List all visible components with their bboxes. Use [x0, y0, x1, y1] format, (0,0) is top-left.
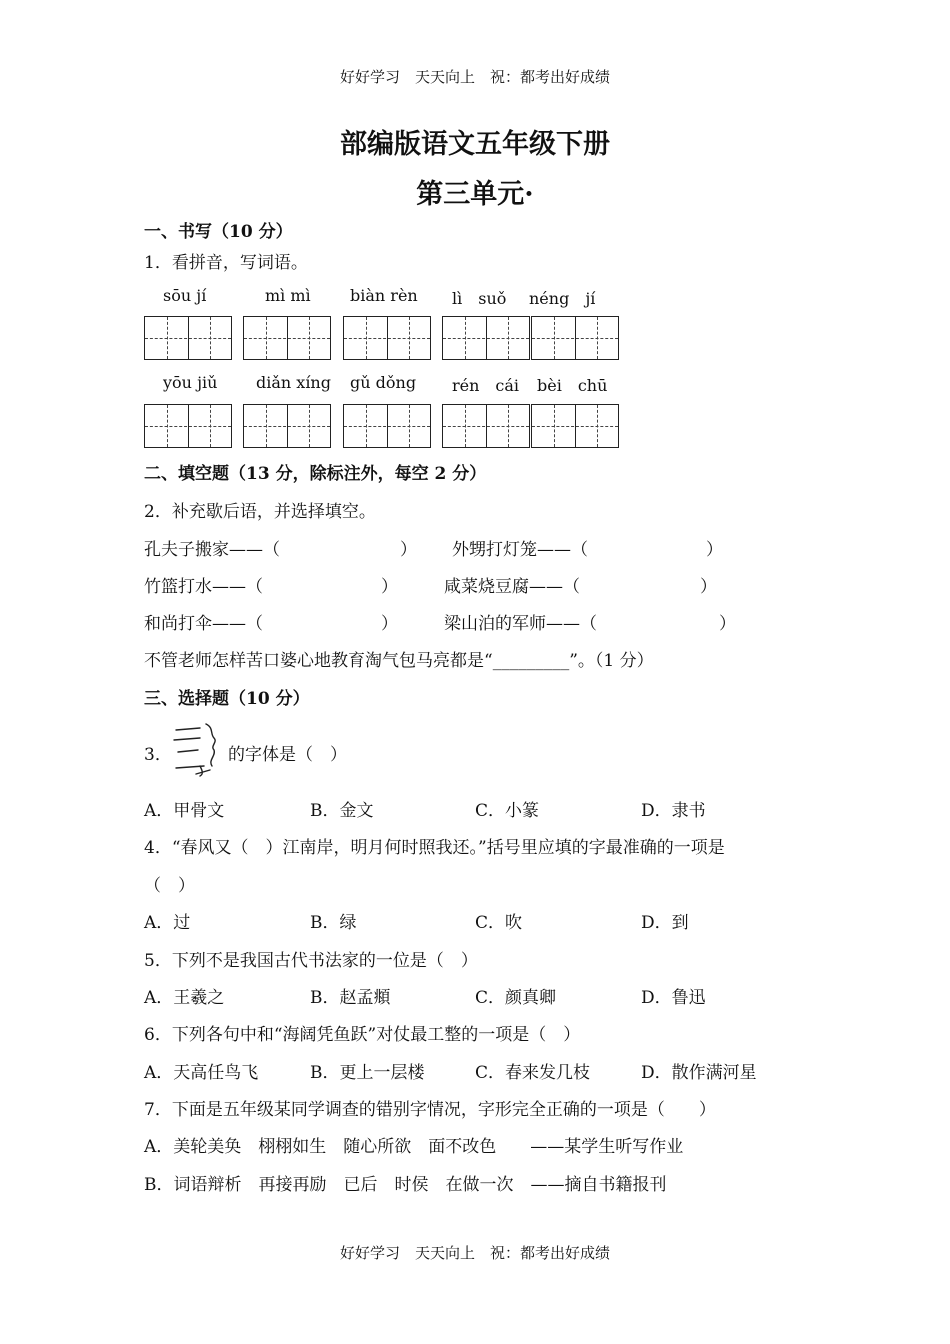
q6-option-a[interactable]: A．天高任鸟飞 — [144, 1063, 259, 1083]
q5-option-c[interactable]: C．颜真卿 — [475, 988, 557, 1008]
section-2-heading: 二、填空题（13 分，除标注外，每空 2 分） — [144, 464, 487, 484]
q4-option-b[interactable]: B．绿 — [310, 913, 357, 933]
writing-grid[interactable] — [343, 404, 431, 448]
question-4-line2: （ ） — [144, 876, 195, 896]
question-3-prefix: 3． — [144, 745, 172, 765]
xiehouyu-right-2-close: ） — [700, 577, 717, 597]
question-4-line1: 4．“春风又（ ）江南岸，明月何时照我还。”括号里应填的字最准确的一项是 — [144, 838, 725, 858]
xiehouyu-left-2-close: ） — [381, 577, 398, 597]
q3-option-d[interactable]: D．隶书 — [641, 801, 706, 821]
question-7: 7．下面是五年级某同学调查的错别字情况，字形完全正确的一项是（ ） — [144, 1100, 716, 1120]
xiehouyu-right-1: 外甥打灯笼——（ — [452, 540, 588, 560]
pinyin-1-4: lì suǒ — [452, 289, 507, 308]
pinyin-1-5: néng jí — [529, 289, 596, 308]
q7-option-a[interactable]: A．美轮美奂 栩栩如生 随心所欲 面不改色 ——某学生听写作业 — [144, 1137, 684, 1157]
xiehouyu-right-3-close: ） — [719, 614, 736, 634]
q3-option-a[interactable]: A．甲骨文 — [144, 801, 225, 821]
question-2: 2．补充歇后语，并选择填空。 — [144, 502, 376, 522]
xiehouyu-left-2: 竹篮打水——（ — [144, 577, 263, 597]
page-title: 部编版语文五年级下册 — [340, 129, 610, 160]
section-3-heading: 三、选择题（10 分） — [144, 689, 310, 709]
question-6: 6．下列各句中和“海阔凭鱼跃”对仗最工整的一项是（ ） — [144, 1025, 581, 1045]
pinyin-2-4: rén cái — [452, 376, 520, 395]
page-header: 好好学习 天天向上 祝：都考出好成绩 — [339, 68, 610, 86]
pinyin-1-2: mì mì — [265, 286, 311, 305]
pinyin-2-5: bèi chū — [537, 376, 608, 395]
pinyin-2-3: gǔ dǒng — [350, 373, 417, 392]
question-5: 5．下列不是我国古代书法家的一位是（ ） — [144, 951, 478, 971]
q5-option-d[interactable]: D．鲁迅 — [641, 988, 706, 1008]
writing-grid[interactable] — [531, 404, 619, 448]
page-footer: 好好学习 天天向上 祝：都考出好成绩 — [339, 1244, 610, 1262]
seal-script-character-icon — [170, 720, 222, 778]
writing-grid[interactable] — [531, 316, 619, 360]
q4-option-c[interactable]: C．吹 — [475, 913, 523, 933]
writing-grid[interactable] — [243, 404, 331, 448]
q6-option-d[interactable]: D．散作满河星 — [641, 1063, 757, 1083]
q4-option-d[interactable]: D．到 — [641, 913, 689, 933]
pinyin-1-1: sōu jí — [163, 286, 207, 305]
writing-grid[interactable] — [343, 316, 431, 360]
q6-option-c[interactable]: C．春来发几枝 — [475, 1063, 591, 1083]
q6-option-b[interactable]: B．更上一层楼 — [310, 1063, 425, 1083]
section-1-heading: 一、书写（10 分） — [144, 222, 293, 242]
pinyin-2-1: yōu jiǔ — [163, 373, 218, 392]
writing-grid[interactable] — [144, 404, 232, 448]
xiehouyu-right-1-close: ） — [706, 540, 723, 560]
q5-option-a[interactable]: A．王羲之 — [144, 988, 225, 1008]
writing-grid[interactable] — [144, 316, 232, 360]
page-subtitle: 第三单元· — [416, 179, 534, 210]
writing-grid[interactable] — [442, 404, 530, 448]
xiehouyu-left-1-close: ） — [400, 540, 417, 560]
xiehouyu-right-3: 梁山泊的军师——（ — [444, 614, 597, 634]
pinyin-1-3: biàn rèn — [350, 286, 418, 305]
xiehouyu-left-3-close: ） — [381, 614, 398, 634]
question-1: 1．看拼音，写词语。 — [144, 253, 308, 273]
xiehouyu-left-1: 孔夫子搬家——（ — [144, 540, 280, 560]
writing-grid[interactable] — [442, 316, 530, 360]
q3-option-b[interactable]: B．金文 — [310, 801, 374, 821]
pinyin-2-2: diǎn xíng — [256, 373, 331, 392]
xiehouyu-left-3: 和尚打伞——（ — [144, 614, 263, 634]
xiehouyu-right-2: 咸菜烧豆腐——（ — [444, 577, 580, 597]
q3-option-c[interactable]: C．小篆 — [475, 801, 540, 821]
q7-option-b[interactable]: B．词语辩析 再接再励 已后 时侯 在做一次 ——摘自书籍报刊 — [144, 1175, 667, 1195]
q5-option-b[interactable]: B．赵孟頫 — [310, 988, 391, 1008]
question-2-last: 不管老师怎样苦口婆心地教育淘气包马亮都是“_________”。（1 分） — [144, 651, 654, 671]
writing-grid[interactable] — [243, 316, 331, 360]
question-3-suffix: 的字体是（ ） — [228, 745, 347, 765]
q4-option-a[interactable]: A．过 — [144, 913, 191, 933]
